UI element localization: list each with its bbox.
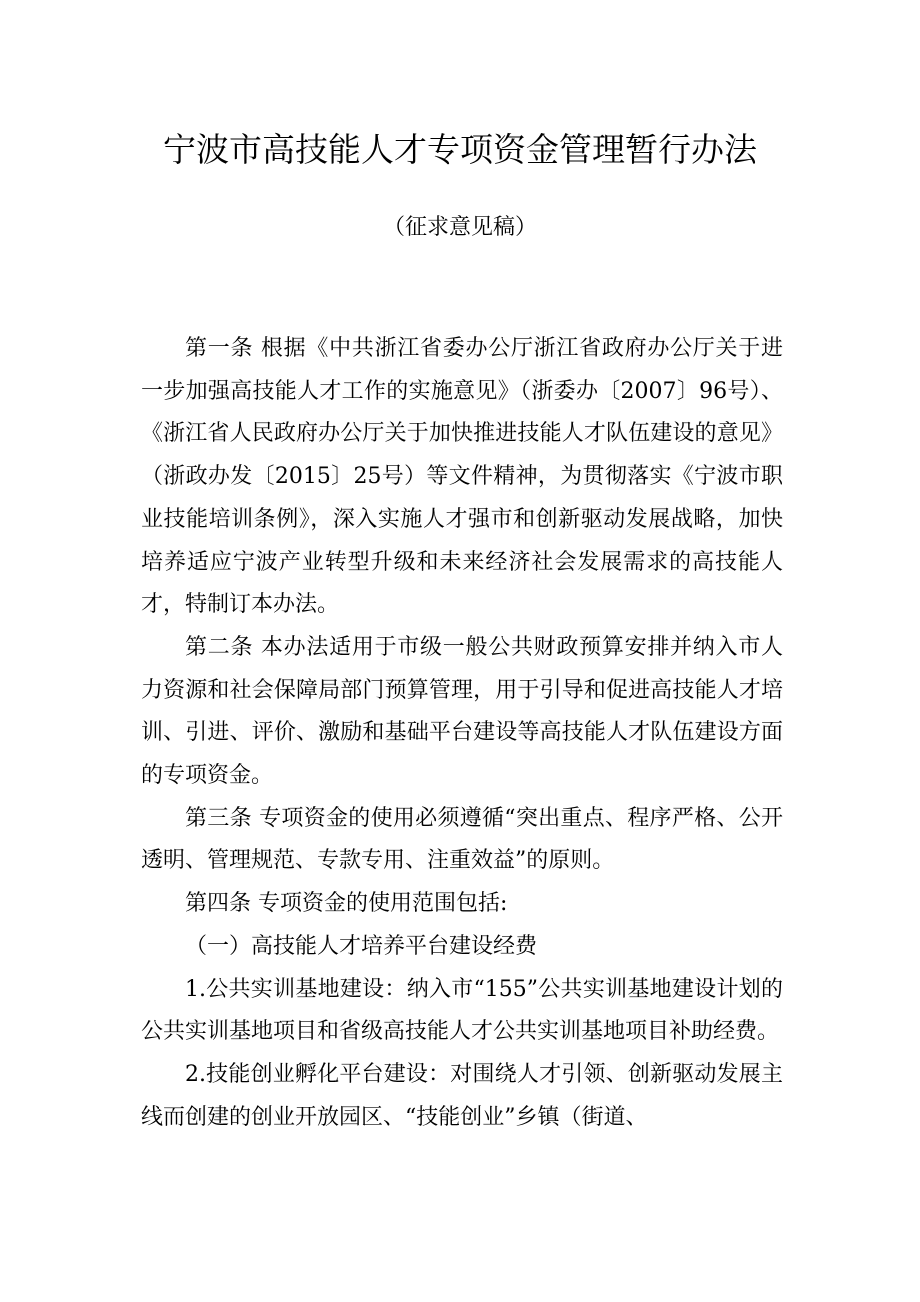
document-subtitle: （征求意见稿） xyxy=(382,215,537,240)
article-4-paragraph: 第四条 专项资金的使用范围包括: xyxy=(185,891,508,917)
article-2-paragraph: 第二条 本办法适用于市级一般公共财政预算安排并纳入市人力资源和社会保障局部门预算管理，用于引导和促进高技能人才培训、引进、评价、激励和基础平台建设等高技能人才队伍建设方面的专项资金。 xyxy=(141,634,783,789)
section-1-heading: （一）高技能人才培养平台建设经费 xyxy=(185,933,538,959)
document-title: 宁波市高技能人才专项资金管理暂行办法 xyxy=(163,130,757,169)
document-body xyxy=(141,328,783,1139)
item-2-paragraph: 2.技能创业孵化平台建设：对围绕人才引领、创新驱动发展主线而创建的创业开放园区、“技能创业”乡镇（街道、 xyxy=(141,1061,783,1130)
item-1-paragraph: 1.公共实训基地建设：纳入市“155”公共实训基地建设计划的公共实训基地项目和省级高技能人才公共实训基地项目补助经费。 xyxy=(141,976,783,1045)
article-1-paragraph: 第一条 根据《中共浙江省委办公厅浙江省政府办公厅关于进一步加强高技能人才工作的实施意见》（浙委办〔2007〕96号）、《浙江省人民政府办公厅关于加快推进技能人才队伍建设的意见》（浙政办发〔2015〕25号）等文件精神，为贯彻落实《宁波市职业技能培训条例》，深入实施人才强市和创新驱动发展战略，加快培养适应宁波产业转型升级和未来经济社会发展需求的高技能人才，特制订本办法。 xyxy=(141,336,783,618)
article-3-paragraph: 第三条 专项资金的使用必须遵循“突出重点、程序严格、公开透明、管理规范、专款专用、注重效益”的原则。 xyxy=(141,805,783,874)
